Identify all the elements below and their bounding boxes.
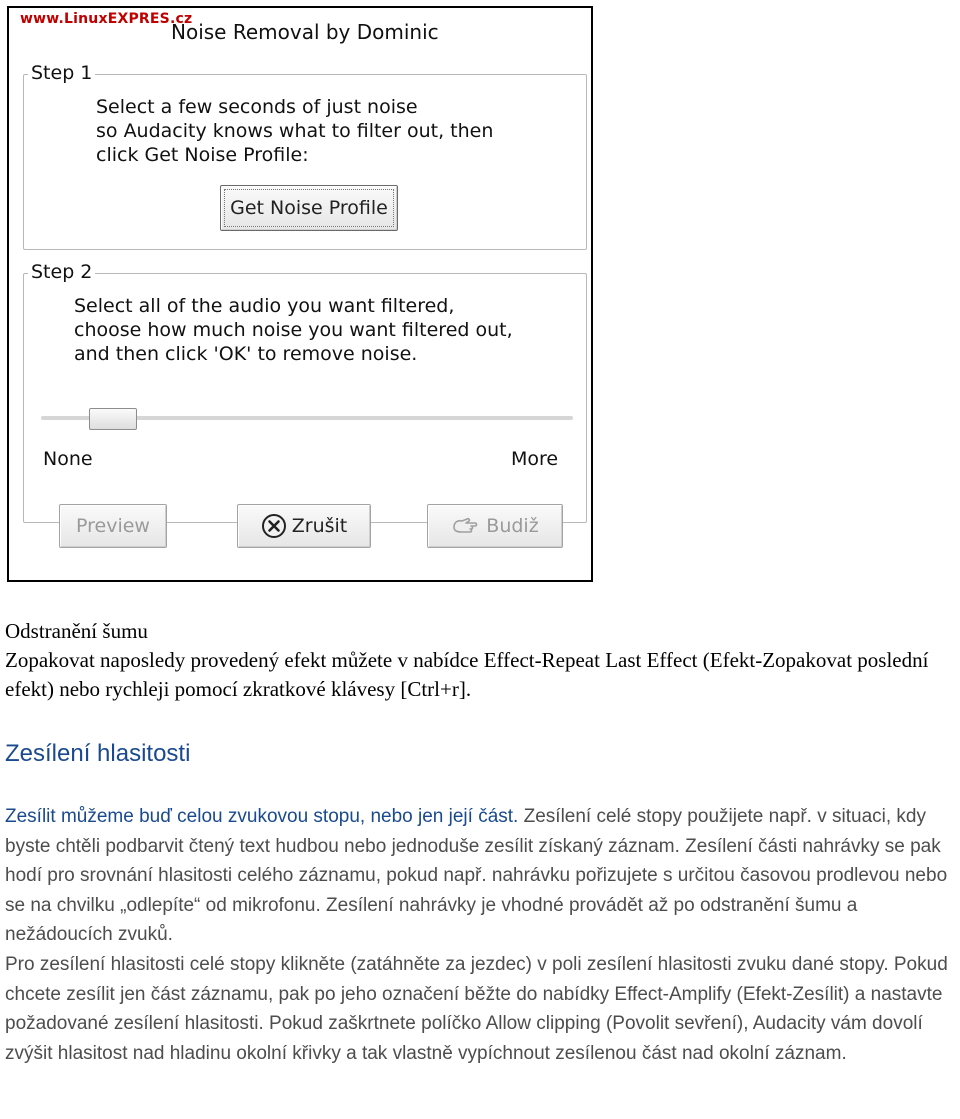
cancel-label: Zrušit: [291, 515, 348, 537]
caption-title: Odstranění šumu: [5, 619, 148, 643]
ok-button[interactable]: [427, 504, 563, 548]
noise-removal-dialog: [7, 6, 593, 582]
paragraph-1-intro: Zesílit můžeme buď celou zvukovou stopu, nebo jen její část.: [5, 806, 519, 827]
article: [5, 617, 957, 1068]
preview-button[interactable]: [59, 504, 167, 548]
step2-legend: Step 2: [28, 261, 95, 283]
slider-thumb[interactable]: [89, 408, 137, 430]
preview-label: Preview: [76, 515, 150, 537]
slider-min-label: None: [43, 448, 93, 470]
watermark: www.LinuxEXPRES.cz: [20, 11, 193, 27]
paragraph-1: [5, 802, 957, 950]
slider-max-label: More: [511, 448, 559, 470]
step1-instructions: Select a few seconds of just noise so Audacity knows what to filter out, then click Get Noise Profile:: [96, 96, 494, 166]
caption-body: Zopakovat naposledy provedený efekt můžete v nabídce Effect-Repeat Last Effect (Efekt-Zopakovat poslední efekt) nebo rychleji pomocí zkratkové klávesy [Ctrl+r].: [5, 648, 929, 701]
step2-instructions: Select all of the audio you want filtered, choose how much noise you want filtered out, and then click 'OK' to remove noise.: [74, 295, 513, 365]
get-noise-profile-button[interactable]: [220, 185, 398, 231]
ok-hand-icon: [451, 514, 481, 538]
paragraph-1-rest: Zesílení celé stopy použijete např. v situaci, kdy byste chtěli podbarvit čtený text hudbou nebo jednoduše zesílit získaný záznam. Zesílení části nahrávky se pak hodí pro srovnání hlasitosti celého záznamu, pokud např. nahrávku pořizujete s určitou časovou prodlevou nebo se na chvilku „odlepíte“ od mikrofonu. Zesílení nahrávky je vhodné provádět až po odstranění šumu a nežádoucích zvuků.: [5, 806, 948, 946]
step2-group: [23, 261, 587, 523]
step1-group: [23, 62, 587, 250]
cancel-button[interactable]: [237, 504, 371, 548]
cancel-icon: [261, 513, 287, 539]
section-heading: Zesílení hlasitosti: [5, 740, 191, 767]
dialog-title: Noise Removal by Dominic: [171, 20, 439, 44]
paragraph-2: Pro zesílení hlasitosti celé stopy klikněte (zatáhněte za jezdec) v poli zesílení hlasitosti zvuku dané stopy. Pokud chcete zesílit jen část záznamu, pak po jeho označení běžte do nabídky Effect-Amplify (Efekt-Zesílit) a nastavte požadované zesílení hlasitosti. Pokud zaškrtnete políčko Allow clipping (Povolit sevření), Audacity vám dovolí zvýšit hlasitost nad hladinu okolní křivky a tak vlastně vypíchnout zesílenou část nad okolní záznam.: [5, 953, 948, 1064]
ok-label: Budiž: [486, 515, 539, 537]
get-noise-profile-label: Get Noise Profile: [230, 197, 388, 219]
step1-legend: Step 1: [28, 62, 95, 84]
